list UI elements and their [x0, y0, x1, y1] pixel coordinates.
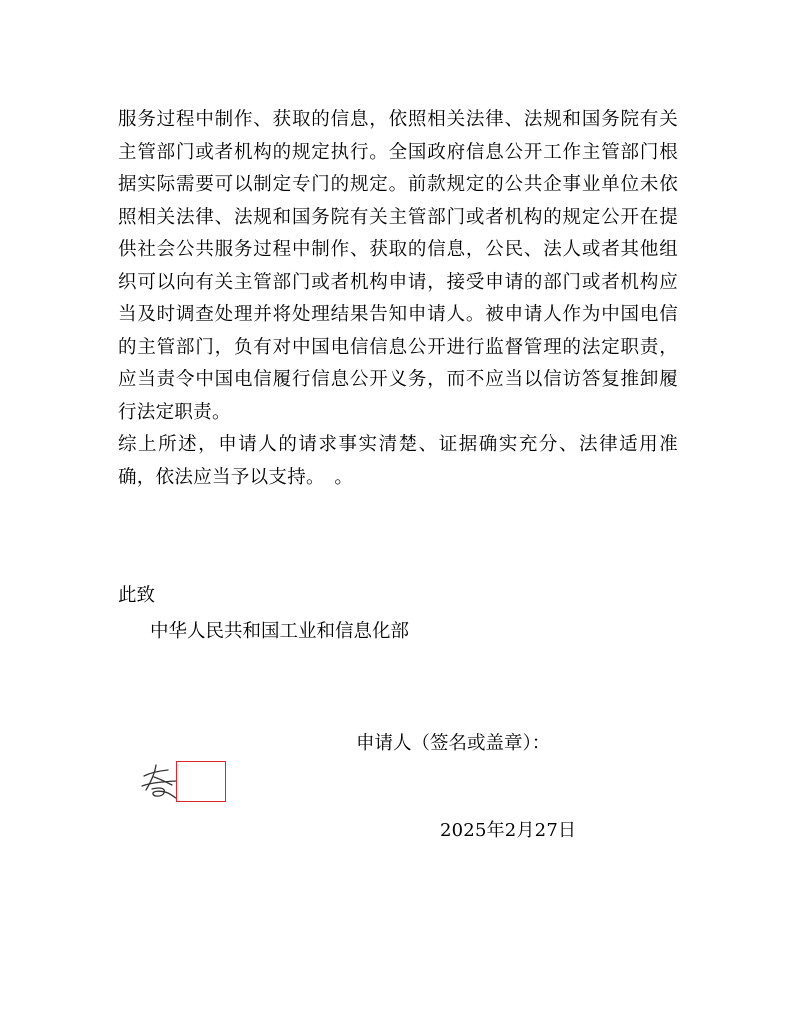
- redaction-box: [176, 761, 226, 802]
- document-body: [118, 104, 678, 494]
- salutation: 此致: [118, 585, 156, 606]
- applicant-signature-label: 申请人（签名或盖章）：: [356, 733, 551, 754]
- body-paragraph-1: 服务过程中制作、获取的信息，依照相关法律、法规和国务院有关主管部门或者机构的规定执行。全国政府信息公开工作主管部门根据实际需要可以制定专门的规定。前款规定的公共企事业单位未依照相关法律、法规和国务院有关主管部门或者机构的规定公开在提供社会公共服务过程中制作、获取的信息，公民、法人或者其他组织可以向有关主管部门或者机构申请，接受申请的部门或者机构应当及时调查处理并将处理结果告知申请人。被申请人作为中国电信的主管部门，负有对中国电信信息公开进行监督管理的法定职责，应当责令中国电信履行信息公开义务，而不应当以信访答复推卸履行法定职责。: [118, 109, 678, 423]
- handwritten-signature: [138, 762, 180, 802]
- body-paragraph-2: 综上所述，申请人的请求事实清楚、证据确实充分、法律适用准确，依法应当予以支持。 。: [118, 434, 678, 488]
- recipient: 中华人民共和国工业和信息化部: [150, 621, 410, 642]
- document-date: 2025年2月27日: [440, 820, 577, 841]
